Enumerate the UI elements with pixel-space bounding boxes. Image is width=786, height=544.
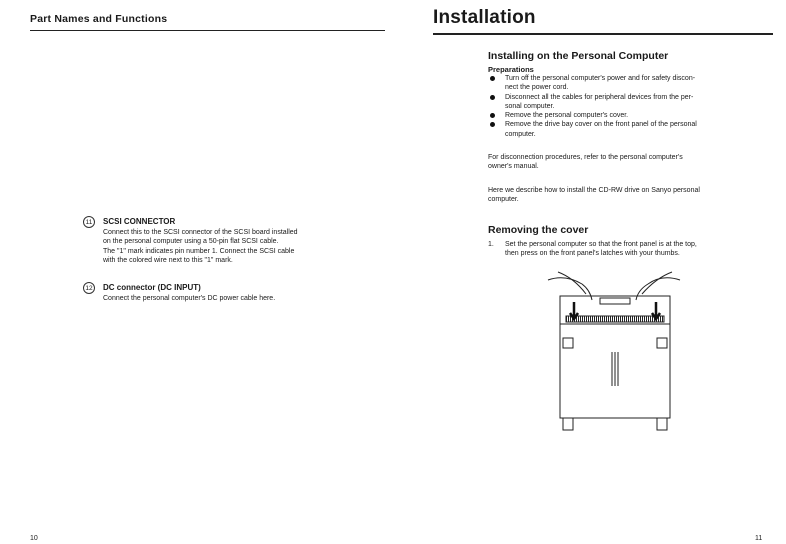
step-line: Set the personal computer so that the front panel is at the top, xyxy=(505,241,697,248)
list-item xyxy=(488,120,770,139)
list-item xyxy=(488,111,770,120)
arrow-icon xyxy=(652,302,660,319)
list-item-line: Disconnect all the cables for peripheral devices from the per- xyxy=(505,93,694,101)
left-hand xyxy=(548,278,592,300)
paragraph-describe xyxy=(488,186,770,205)
page-number-left: 10 xyxy=(30,535,38,542)
preparations-list xyxy=(488,74,770,139)
left-page-header: Part Names and Functions xyxy=(30,13,168,25)
section-title: Installing on the Personal Computer xyxy=(488,50,669,62)
list-item xyxy=(488,74,770,93)
right-hand xyxy=(636,278,680,300)
paragraph-line: For disconnection procedures, refer to the personal computer's xyxy=(488,154,683,161)
description-line: The "1" mark indicates pin number 1. Connect the SCSI cable xyxy=(103,247,295,255)
step-text xyxy=(505,240,697,259)
list-item-line: computer. xyxy=(505,130,536,138)
arrow-icon xyxy=(570,302,578,319)
item-description xyxy=(103,228,363,265)
item-number-badge: 12 xyxy=(83,282,95,294)
paragraph-line: computer. xyxy=(488,196,519,204)
page-number-right: 11 xyxy=(755,535,763,542)
description-line: Connect this to the SCSI connector of the SCSI board installed xyxy=(103,229,298,236)
description-line: Connect the personal computer's DC power cable here. xyxy=(103,295,276,302)
step-line: then press on the front panel's latches with your thumbs. xyxy=(505,250,680,258)
item-heading: SCSI CONNECTOR xyxy=(103,217,176,226)
paragraph-disconnection xyxy=(488,153,770,172)
list-item-line: sonal computer. xyxy=(505,102,555,110)
title-rule xyxy=(433,33,773,35)
item-heading: DC connector (DC INPUT) xyxy=(103,283,201,292)
description-line: with the colored wire next to this "1" mark. xyxy=(103,256,233,264)
item-number-badge: 11 xyxy=(83,216,95,228)
description-line: on the personal computer using a 50-pin flat SCSI cable. xyxy=(103,238,279,246)
subsection-title: Removing the cover xyxy=(488,224,589,236)
paragraph-line: Here we describe how to install the CD-RW drive on Sanyo personal xyxy=(488,187,700,194)
preparations-title: Preparations xyxy=(488,65,534,74)
cover-removal-illustration xyxy=(530,268,700,448)
item-description xyxy=(103,294,363,303)
header-rule xyxy=(30,30,385,31)
list-item-line: Turn off the personal computer's power and for safety discon- xyxy=(505,75,696,82)
step-number: 1. xyxy=(488,241,494,248)
list-item-line: Remove the personal computer's cover. xyxy=(505,112,629,120)
list-item-line: nect the power cord. xyxy=(505,84,569,92)
page-title: Installation xyxy=(433,7,536,28)
right-page xyxy=(393,0,786,544)
paragraph-line: owner's manual. xyxy=(488,163,539,171)
list-item-line: Remove the drive bay cover on the front panel of the personal xyxy=(505,121,697,129)
list-item xyxy=(488,93,770,112)
